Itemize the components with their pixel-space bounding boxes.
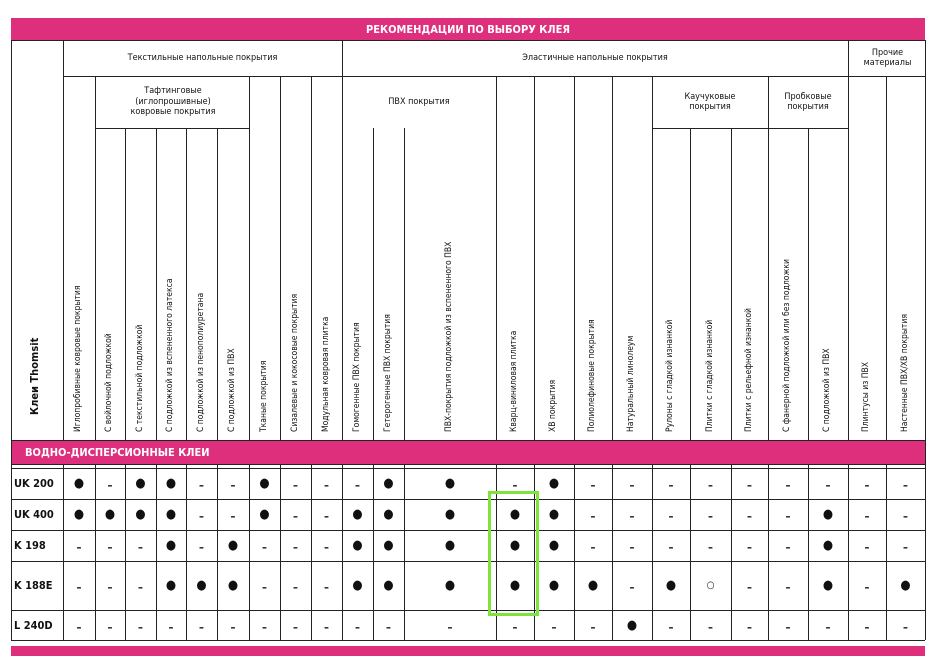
cell-mark: – [324, 510, 329, 523]
cell-mark: – [76, 541, 82, 554]
column-header-18: Плитки с рельефной изнанкой [743, 308, 754, 432]
cell-mark: ● [259, 507, 270, 522]
column-line-header [280, 76, 281, 440]
column-line-header [612, 76, 613, 440]
column-line-header [808, 128, 809, 440]
cell-mark: – [293, 620, 298, 634]
cell-mark: – [864, 581, 870, 594]
cell-mark: ● [548, 538, 560, 553]
column-header-22: Настенные ПВХ/ХВ покрытия [899, 314, 910, 432]
cell-mark: – [355, 620, 360, 634]
cell-mark: – [747, 581, 752, 594]
column-header-10: Гетерогенные ПВХ покрытия [382, 314, 393, 432]
left-border [11, 40, 12, 640]
cell-mark: – [629, 581, 635, 594]
cell-mark: – [747, 541, 752, 554]
header-bottom-line [11, 440, 925, 441]
cell-mark: ● [196, 578, 207, 593]
section-bottom-line [11, 464, 925, 465]
cell-mark: ● [73, 507, 85, 522]
cell-mark: – [262, 620, 267, 634]
cell-mark: – [324, 541, 329, 554]
cell-mark: – [230, 620, 236, 634]
group-other: Прочие материалы [863, 47, 912, 68]
cell-mark: – [590, 479, 596, 492]
row-label: UK 400 [14, 508, 54, 521]
column-line-header [186, 128, 187, 440]
column-header-0: Иглопробивные ковровые покрытия [73, 285, 83, 432]
column-header-9: Гомогенные ПВХ покрытия [351, 322, 362, 432]
cell-mark: ● [135, 507, 146, 522]
cell-mark: – [293, 510, 298, 523]
cell-mark: ● [165, 578, 177, 593]
highlight-box [488, 491, 539, 616]
cell-mark: ● [444, 507, 456, 522]
cell-mark: – [629, 510, 635, 523]
column-header-20: С подложкой из ПВХ [822, 348, 832, 432]
cell-mark: – [903, 479, 908, 492]
column-line-header [404, 128, 405, 440]
cell-mark: ○ [706, 579, 715, 591]
cell-mark: – [324, 620, 329, 634]
column-line-header [496, 76, 497, 440]
cell-mark: – [199, 510, 204, 523]
cell-mark: – [864, 620, 870, 634]
group-elastic: Эластичные напольные покрытия [522, 52, 668, 63]
cell-mark: ● [259, 476, 270, 491]
cell-mark: ● [587, 578, 599, 593]
cell-mark: – [668, 510, 674, 523]
right-border [925, 40, 926, 640]
column-line-header [217, 128, 218, 440]
column-header-1: С войлочной подложкой [104, 333, 114, 432]
corner-label: Клеи Thomsit [28, 337, 41, 415]
column-line-header [373, 128, 374, 440]
cell-mark: ● [104, 507, 116, 522]
cell-mark: – [629, 541, 635, 554]
cell-mark: – [903, 510, 908, 523]
cell-mark: – [355, 479, 360, 492]
cell-mark: ● [227, 578, 239, 593]
cell-mark: ● [227, 538, 239, 553]
cell-mark: – [903, 541, 908, 554]
cell-mark: – [708, 541, 713, 554]
rubber-cork-divider-line [652, 128, 848, 129]
cell-mark: – [199, 479, 204, 492]
cell-mark: ● [509, 578, 521, 593]
cell-mark: – [512, 620, 518, 634]
cell-mark: – [747, 620, 752, 634]
cell-mark: – [447, 620, 453, 634]
cell-mark: ● [383, 507, 394, 522]
cell-mark: – [199, 620, 204, 634]
column-line-header [690, 128, 691, 440]
cell-mark: ● [165, 538, 177, 553]
cell-mark: – [138, 620, 143, 634]
cell-mark: – [386, 620, 391, 634]
column-header-15: Натуральный линолеум [626, 335, 636, 432]
cell-mark: – [107, 581, 113, 594]
column-header-3: С подложкой из вспененного латекса [165, 278, 175, 432]
row-label: K 198 [14, 539, 46, 552]
cell-mark: – [903, 620, 908, 634]
cell-mark: ● [135, 476, 146, 491]
cell-mark: – [107, 620, 113, 634]
cell-mark: ● [444, 578, 456, 593]
column-line-header [534, 76, 535, 440]
page-title: РЕКОМЕНДАЦИИ ПО ВЫБОРУ КЛЕЯ [366, 22, 570, 36]
tufted-divider-line [95, 128, 249, 129]
cell-mark: – [138, 541, 143, 554]
cell-mark: – [668, 620, 674, 634]
cell-mark: – [262, 541, 267, 554]
cell-mark: ● [383, 476, 394, 491]
column-header-14: Полиолефиновые покрытия [587, 319, 597, 432]
cell-mark: – [747, 479, 752, 492]
cell-mark: – [230, 479, 236, 492]
cell-mark: ● [383, 578, 394, 593]
cell-mark: – [708, 620, 713, 634]
column-header-6: Тканые покрытия [258, 360, 269, 432]
cell-mark: – [512, 479, 518, 492]
cell-mark: ● [548, 507, 560, 522]
column-header-11: ПВХ-покрытия подложкой из вспененного ПВХ [444, 241, 454, 432]
cell-mark: – [708, 479, 713, 492]
subgroup-cork: Пробковые покрытия [784, 91, 832, 112]
column-header-19: С фанерной подложкой или без подложки [782, 259, 792, 432]
cell-mark: ● [383, 538, 394, 553]
group-textile: Текстильные напольные покрытия [127, 52, 278, 63]
cell-mark: – [785, 620, 791, 634]
column-line-header [95, 76, 96, 440]
cell-mark: – [230, 510, 236, 523]
footer-bar [11, 646, 925, 656]
cell-mark: ● [444, 476, 456, 491]
cell-mark: – [76, 581, 82, 594]
cell-mark: – [864, 510, 870, 523]
cell-mark: ● [626, 617, 638, 633]
column-line-header [768, 76, 769, 440]
column-line-header [249, 76, 250, 440]
column-header-16: Рулоны с гладкой изнанкой [665, 319, 675, 432]
column-line-header [63, 40, 64, 440]
cell-mark: – [293, 479, 298, 492]
cell-mark: – [107, 479, 113, 492]
cell-mark: – [293, 541, 298, 554]
cell-mark: – [629, 479, 635, 492]
cell-mark: – [825, 620, 831, 634]
cell-mark: – [324, 581, 329, 594]
cell-mark: – [747, 510, 752, 523]
cell-mark: ● [352, 538, 363, 553]
title-bar [11, 18, 925, 40]
column-line-header [848, 40, 849, 440]
cell-mark: ● [352, 507, 363, 522]
cell-mark: – [199, 541, 204, 554]
subgroup-pvc: ПВХ покрытия [388, 96, 450, 107]
section-title: ВОДНО-ДИСПЕРСИОННЫЕ КЛЕИ [25, 445, 210, 459]
row-label: K 188E [14, 579, 53, 592]
row-label: UK 200 [14, 477, 54, 490]
subgroup-tufted: Тафтинговые (иглопрошивные) ковровые покрытия [130, 86, 216, 118]
column-header-8: Модульная ковровая плитка [320, 316, 331, 432]
cell-mark: ● [665, 578, 677, 593]
column-header-21: Плинтусы из ПВХ [861, 362, 871, 432]
section-bar [11, 440, 925, 464]
cell-mark: ● [73, 476, 85, 491]
cell-mark: – [668, 541, 674, 554]
cell-mark: ● [509, 538, 521, 553]
cell-mark: – [168, 620, 174, 634]
cell-mark: – [590, 620, 596, 634]
cell-mark: ● [165, 507, 177, 522]
column-line-header [125, 128, 126, 440]
cell-mark: – [864, 541, 870, 554]
column-line-header [156, 128, 157, 440]
cell-mark: – [324, 479, 329, 492]
column-line-header [652, 76, 653, 440]
cell-mark: ● [444, 538, 456, 553]
cell-mark: ● [509, 507, 521, 522]
cell-mark: – [864, 479, 870, 492]
cell-mark: – [590, 510, 596, 523]
cell-mark: – [785, 581, 791, 594]
column-line-header [574, 76, 575, 440]
cell-mark: – [668, 479, 674, 492]
row-label: L 240D [14, 618, 53, 632]
cell-mark: – [107, 541, 113, 554]
cell-mark: ● [548, 476, 560, 491]
cell-mark: ● [548, 578, 560, 593]
cell-mark: – [785, 479, 791, 492]
column-header-5: С подложкой из ПВХ [227, 348, 237, 432]
cell-mark: ● [822, 538, 834, 553]
cell-mark: ● [352, 578, 363, 593]
column-header-4: С подложкой из пенополиуретана [195, 292, 206, 432]
column-header-2: С текстильной подложкой [134, 324, 145, 432]
cell-mark: – [551, 620, 557, 634]
cell-mark: – [825, 479, 831, 492]
cell-mark: – [785, 541, 791, 554]
cell-mark: – [76, 620, 82, 634]
column-header-17: Плитки с гладкой изнанкой [704, 319, 715, 432]
cell-mark: – [708, 510, 713, 523]
column-header-12: Кварц-виниловая плитка [509, 330, 519, 432]
cell-mark: ● [822, 507, 834, 522]
cell-mark: – [590, 541, 596, 554]
cell-mark: ● [822, 578, 834, 593]
cell-mark: – [262, 581, 267, 594]
subgroup-rubber: Каучуковые покрытия [684, 91, 736, 112]
column-header-7: Сизалевые и кокосовые покрытия [289, 293, 300, 432]
cell-mark: – [293, 581, 298, 594]
cell-mark: – [138, 581, 143, 594]
column-line-header [311, 76, 312, 440]
column-line-header [886, 76, 887, 440]
cell-mark: ● [900, 578, 911, 593]
cell-mark: – [785, 510, 791, 523]
column-header-13: ХВ покрытия [548, 379, 558, 432]
cell-mark: ● [165, 476, 177, 491]
column-line-header [731, 128, 732, 440]
